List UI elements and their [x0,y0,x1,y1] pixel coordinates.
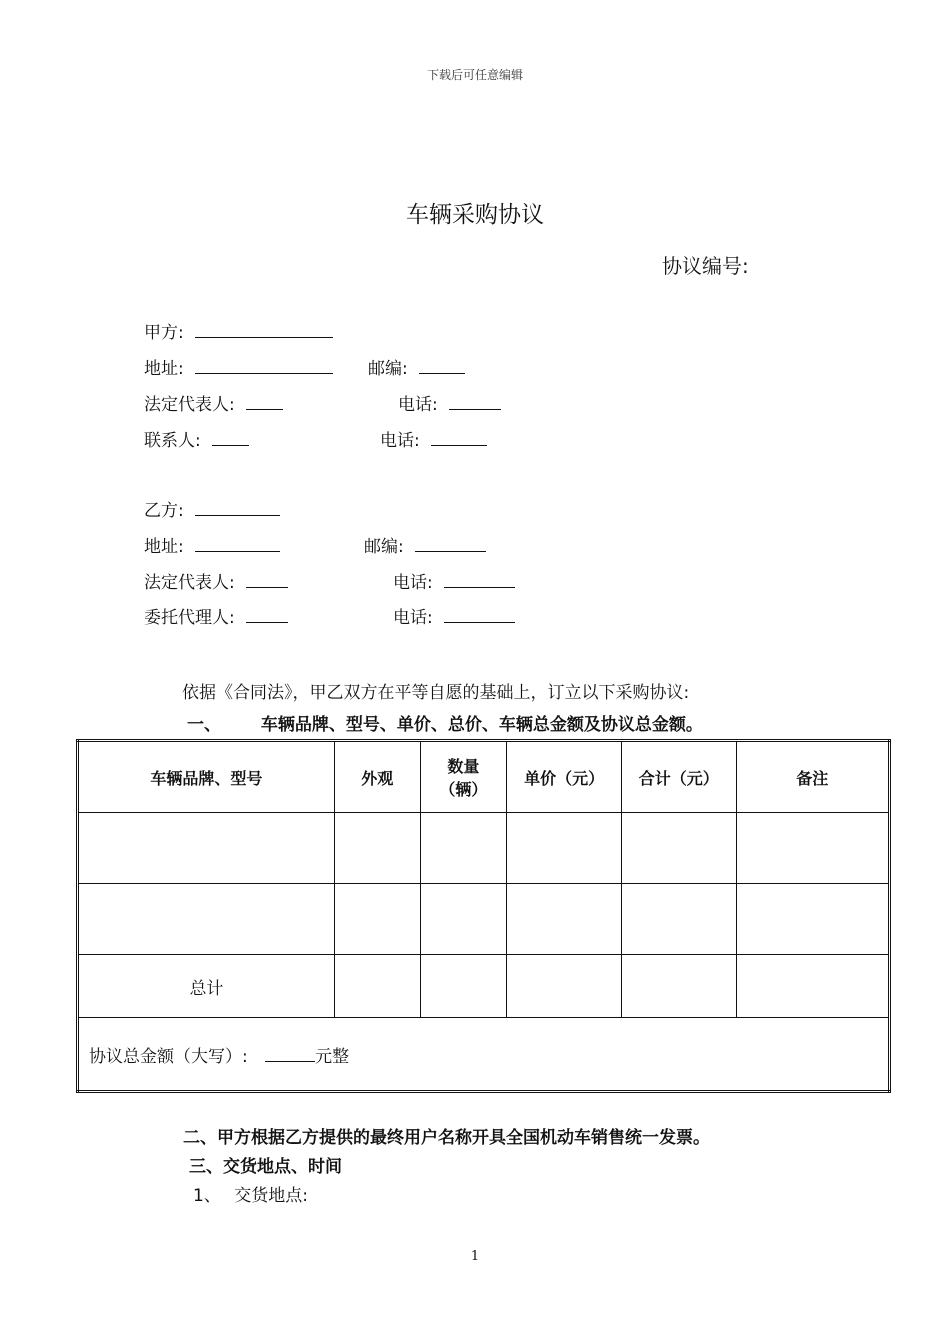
party-a-phone-label-2: 电话: [380,431,420,451]
item-1-number: 1、 [193,1186,221,1206]
party-a-postcode-row [368,358,465,380]
header-appearance: 外观 [334,741,420,813]
table-row [78,813,890,884]
party-b-name-row [144,500,280,522]
party-a-address-row [144,358,333,380]
party-b-legal-rep-row [144,572,288,594]
party-a-phone-label-1: 电话: [398,395,438,415]
party-b-phone-blank-2[interactable] [444,607,515,623]
item-1-text: 交货地点: [234,1186,308,1206]
party-a-phone-blank-2[interactable] [431,430,487,446]
table-cell[interactable] [507,884,622,955]
section-1-heading [187,710,703,735]
vehicle-table [76,739,891,1093]
party-a-phone-row-2 [380,430,487,452]
party-b-name-blank[interactable] [195,500,280,516]
header-quantity [420,741,507,813]
table-cell[interactable] [78,813,335,884]
header-unit-price: 单价（元） [507,741,622,813]
table-cell[interactable] [621,955,736,1018]
section-1-text: 车辆品牌、型号、单价、总价、车辆总金额及协议总金额。 [260,715,703,735]
section-3-heading: 三、交货地点、时间 [189,1157,342,1177]
party-a-address-label: 地址: [144,359,184,379]
party-b-agent-blank[interactable] [246,607,288,623]
party-b-legal-rep-blank[interactable] [246,572,288,588]
table-cell[interactable] [78,884,335,955]
party-b-legal-rep-label: 法定代表人: [144,573,235,593]
party-a-phone-row-1 [398,394,501,416]
party-b-phone-label-2: 电话: [393,608,433,628]
table-cell[interactable] [736,955,889,1018]
header-subtotal: 合计（元） [621,741,736,813]
party-a-contact-label: 联系人: [144,431,201,451]
party-b-address-label: 地址: [144,537,184,557]
party-a-name-label: 甲方: [144,323,184,343]
total-amount-blank[interactable] [265,1046,315,1062]
document-title: 车辆采购协议 [406,202,544,228]
header-remarks: 备注 [736,741,889,813]
party-b-phone-row-1 [393,572,515,594]
total-amount-cell [78,1018,890,1092]
table-header-row [78,741,890,813]
table-cell[interactable] [334,884,420,955]
party-a-phone-blank-1[interactable] [449,394,501,410]
party-b-agent-label: 委托代理人: [144,608,235,628]
party-a-address-blank[interactable] [195,358,333,374]
table-total-row [78,955,890,1018]
party-b-name-label: 乙方: [144,501,184,521]
party-a-legal-rep-row [144,394,283,416]
table-cell[interactable] [507,813,622,884]
party-b-address-row [144,536,280,558]
party-b-address-blank[interactable] [195,536,280,552]
party-b-agent-row [144,607,288,629]
header-quantity-line-2: （辆） [439,780,488,799]
page-number: 1 [470,1249,480,1264]
party-b-phone-row-2 [393,607,515,629]
agreement-number-label: 协议编号: [662,254,749,278]
intro-text: 依据《合同法》，甲乙双方在平等自愿的基础上，订立以下采购协议: [182,683,690,703]
party-a-postcode-blank[interactable] [419,358,465,374]
table-cell[interactable] [736,813,889,884]
party-a-contact-row [144,430,249,452]
item-1-row [193,1181,308,1206]
party-b-postcode-row [364,536,486,558]
header-brand-model: 车辆品牌、型号 [78,741,335,813]
table-total-amount-row [78,1018,890,1092]
party-a-postcode-label: 邮编: [368,359,408,379]
header-note: 下载后可任意编辑 [426,68,523,82]
party-a-contact-blank[interactable] [212,430,249,446]
section-2-heading: 二、甲方根据乙方提供的最终用户名称开具全国机动车销售统一发票。 [183,1128,710,1148]
party-a-name-row [144,322,333,344]
party-a-legal-rep-label: 法定代表人: [144,395,235,415]
table-cell[interactable] [736,884,889,955]
table-cell[interactable] [420,813,507,884]
table-cell[interactable] [420,955,507,1018]
party-b-phone-blank-1[interactable] [444,572,515,588]
table-cell[interactable] [507,955,622,1018]
total-label: 总计 [78,955,335,1018]
party-a-name-blank[interactable] [195,322,333,338]
table-cell[interactable] [621,813,736,884]
table-cell[interactable] [420,884,507,955]
party-a-legal-rep-blank[interactable] [246,394,283,410]
party-b-postcode-blank[interactable] [415,536,486,552]
section-1-number: 一、 [187,715,221,735]
total-amount-suffix: 元整 [315,1046,350,1067]
table-cell[interactable] [334,955,420,1018]
party-b-postcode-label: 邮编: [364,537,404,557]
table-cell[interactable] [621,884,736,955]
header-quantity-line-1: 数量 [447,757,480,776]
table-row [78,884,890,955]
party-b-phone-label-1: 电话: [393,573,433,593]
table-cell[interactable] [334,813,420,884]
total-amount-label: 协议总金额（大写）: [89,1046,248,1067]
